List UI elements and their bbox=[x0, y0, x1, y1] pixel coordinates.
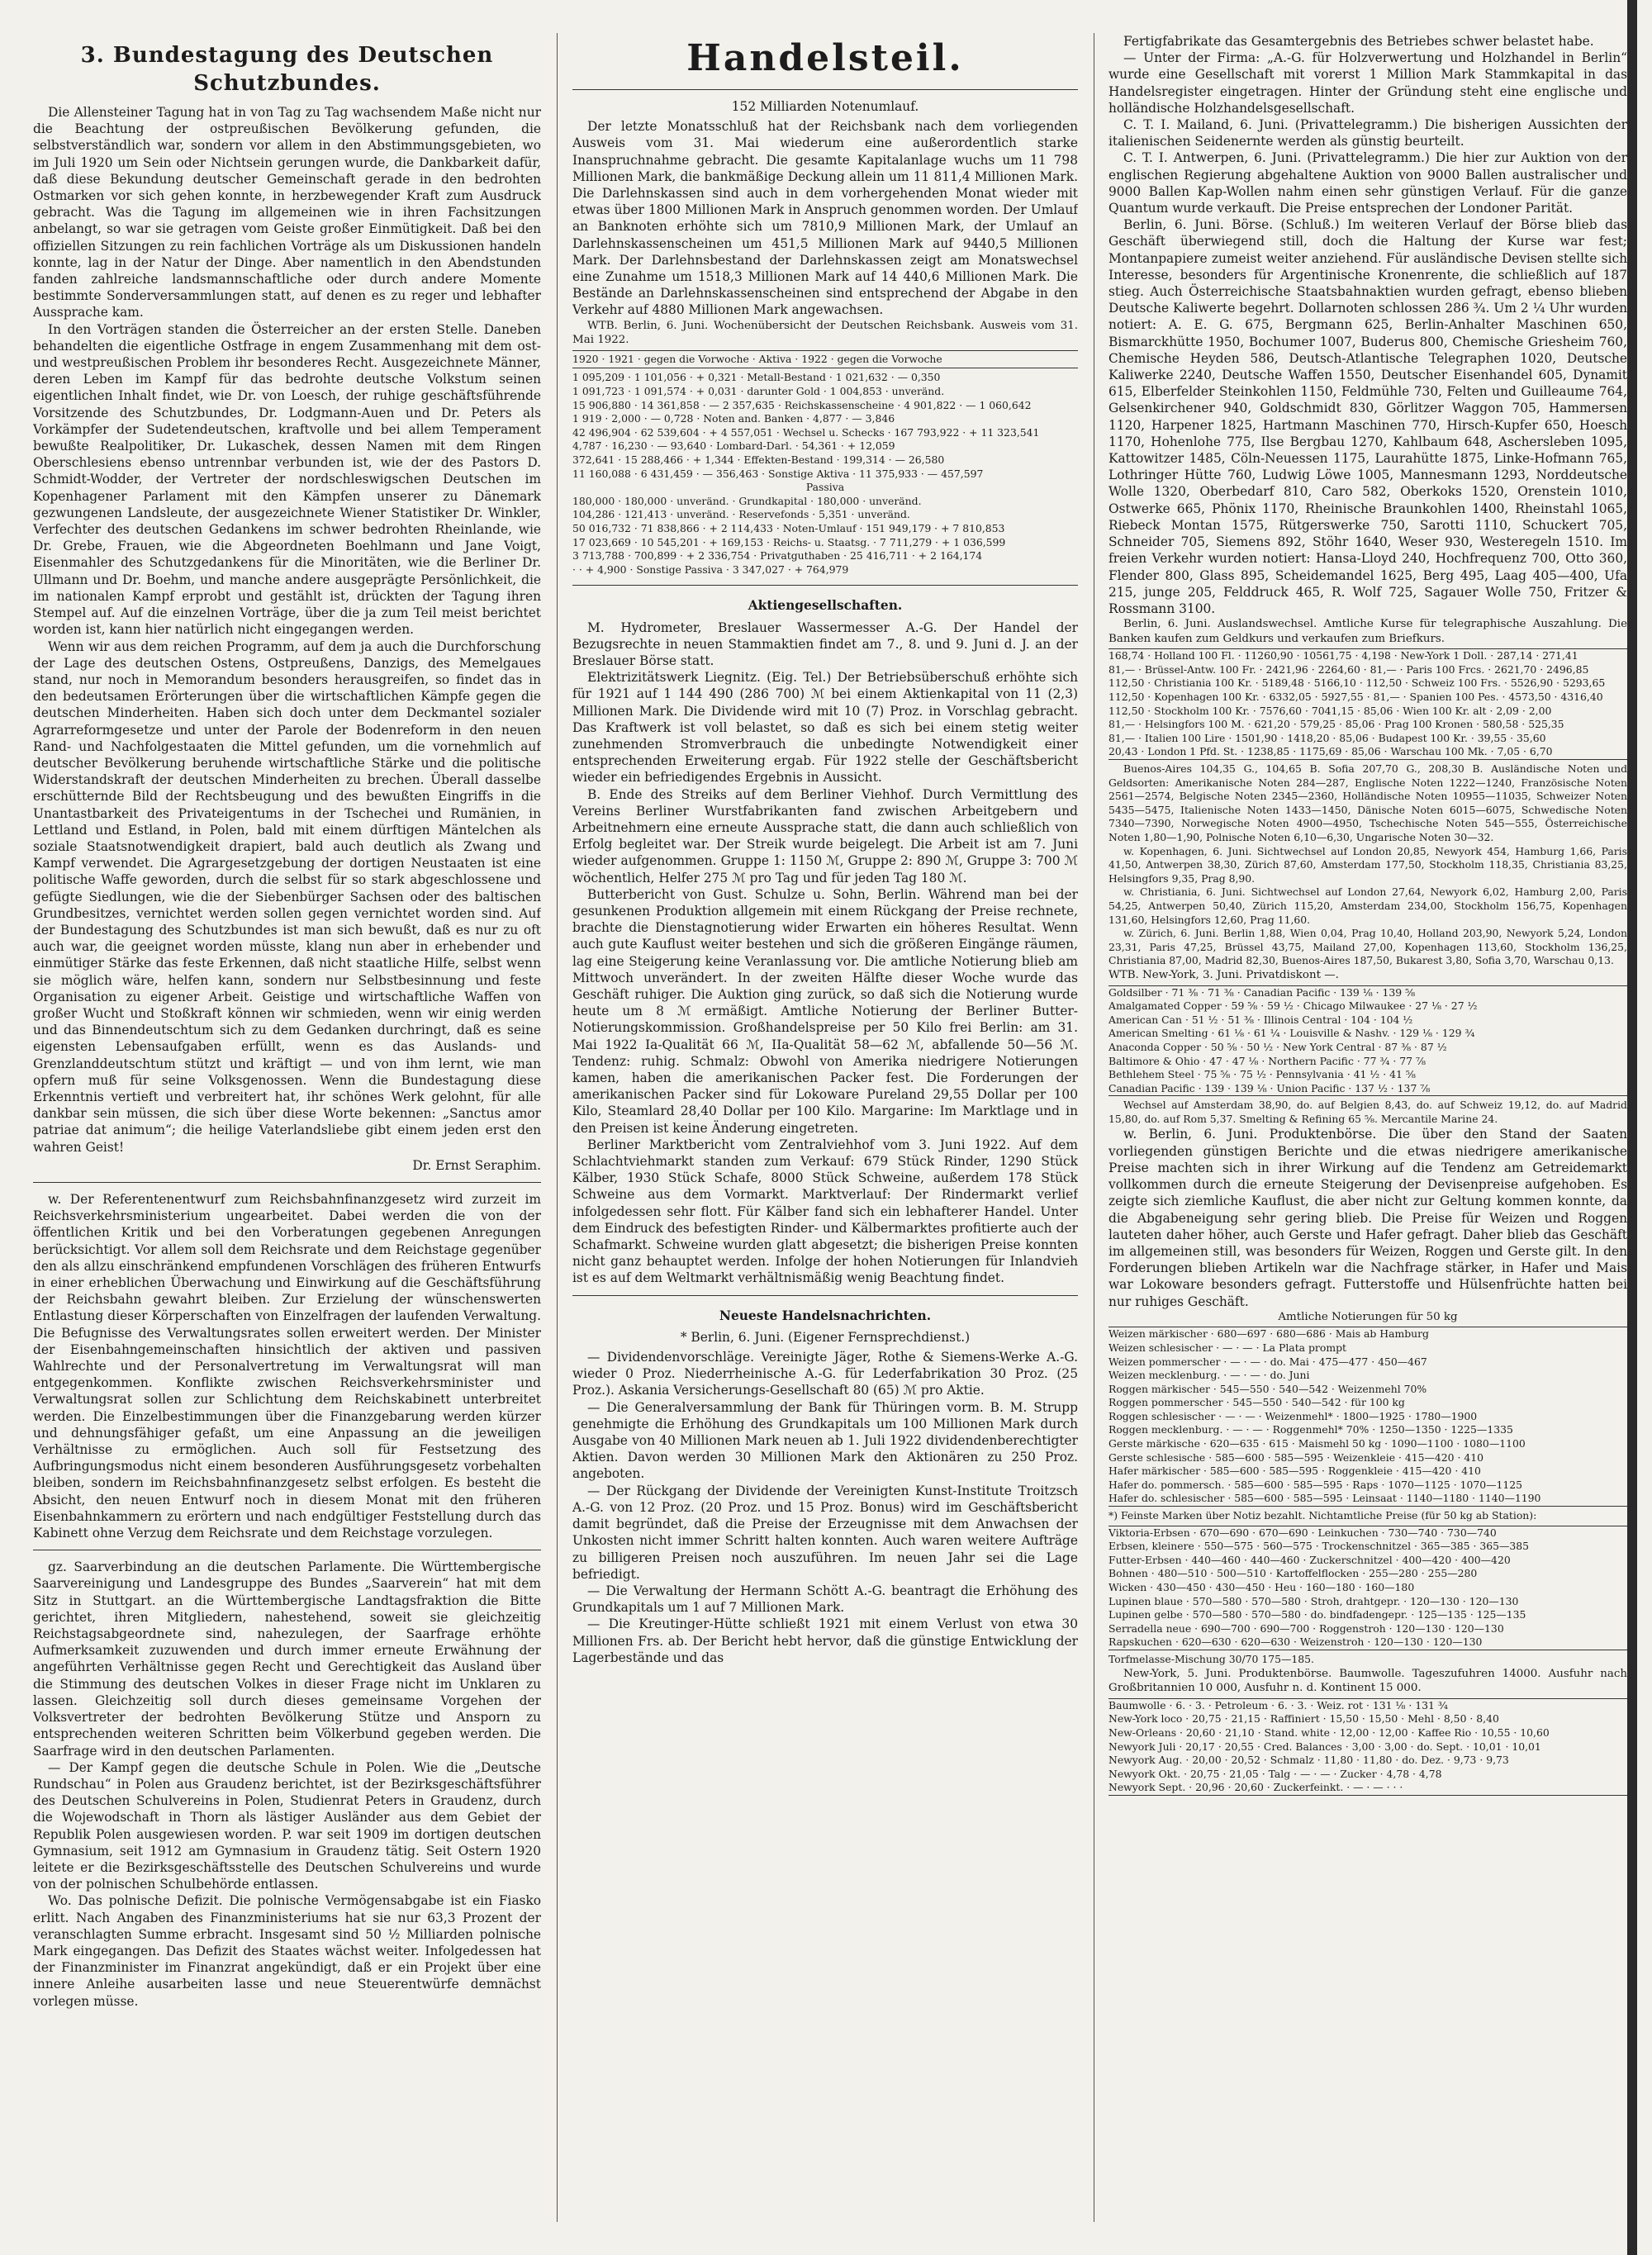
fx-row: 112,50 · Christiania 100 Kr. · 5189,48 · 5166,10 · 112,50 · Schweiz 100 Frs. · 5526,90 · 5293,65 bbox=[1108, 676, 1606, 690]
article-paragraph: w. Kopenhagen, 6. Juni. Sichtwechsel auf London 20,85, Newyork 454, Hamburg 1,66, Paris 41,50, Antwerpen 38,30, Zürich 87,60, Amsterdam 177,50, Stockholm 118,35, Christiania 83,25, Helsingfors 9,35, Prag 8,90. bbox=[1108, 844, 1627, 885]
article-subtitle: 152 Milliarden Notenumlauf. bbox=[731, 99, 919, 114]
ny-stock-table bbox=[1108, 985, 1627, 1097]
statement-row: 11 160,088 · 6 431,459 · — 356,463 · Sonstige Aktiva · 11 375,933 · — 457,597 bbox=[572, 467, 984, 480]
cotton-row: New-York loco · 20,75 · 21,15 · Raffiniert · 15,50 · 15,50 · Mehl · 8,50 · 8,40 bbox=[1108, 1712, 1499, 1726]
statement-header: 1920 · 1921 · gegen die Vorwoche · Aktiva · 1922 · gegen die Vorwoche bbox=[572, 350, 1078, 369]
article-paragraph: — Die Kreutinger-Hütte schließt 1921 mit einem Verlust von etwa 30 Millionen Frs. ab. Der Bericht hebt hervor, daß die günstige Entwicklung der Lagerbestände und das bbox=[572, 1616, 1078, 1665]
statement-row: 4,787 · 16,230 · — 93,640 · Lombard-Darl. · 54,361 · + 12,059 bbox=[572, 439, 895, 453]
article-paragraph: Butterbericht von Gust. Schulze u. Sohn, Berlin. Während man bei der gesunkenen Produktion allgemein mit einem Rückgang der Preise rechnete, brachte die Dienstagnotierung wider Erwarten ein höheres Resultat. Wenn auch gute Kauflust weiter bestehen und sich die größeren Eingänge räumen, lag eine Steigerung keine Veranlassung vor. Die amtliche Notierung blieb am Mittwoch unverändert. In der zweiten Hälfte dieser Woche wurde das Geschäft ruhiger. Die Auktion ging zurück, so daß sich die Notierung wurde heute um 8 ℳ ermäßigt. Amtliche Notierung der Berliner Butter-Notierungskommission. Großhandelspreise per 50 Kilo frei Berlin: am 31. Mai 1922 Ia-Qualität 66 ℳ, IIa-Qualität 58—62 ℳ, abfallende 50—56 ℳ. Tendenz: ruhig. Schmalz: Obwohl von Amerika niedrigere Notierungen kamen, haben die amerikanischen Packer fest. Die Forderungen der amerikanischen Packer sind für Lokoware Pureland 29,55 Dollar per 100 Kilo, Steamlard 28,40 Dollar per 100 Kilo. Margarine: Im Marktlage und in den Preisen ist keine Änderung eingetreten. bbox=[572, 886, 1078, 1136]
section-heading: Neueste Handelsnachrichten. bbox=[719, 1308, 932, 1323]
statement-row: 104,286 · 121,413 · unveränd. · Reservefonds · 5,351 · unveränd. bbox=[572, 508, 910, 521]
fx-row: 81,— · Helsingfors 100 M. · 621,20 · 579,25 · 85,06 · Prag 100 Kronen · 580,58 · 525,35 bbox=[1108, 718, 1564, 731]
pulse-row: Rapskuchen · 620—630 · 620—630 · Weizenstroh · 120—130 · 120—130 bbox=[1108, 1635, 1483, 1649]
ny-row: Canadian Pacific · 139 · 139 ⅛ · Union Pacific · 137 ½ · 137 ⅞ bbox=[1108, 1081, 1431, 1094]
article-paragraph: w. Zürich, 6. Juni. Berlin 1,88, Wien 0,04, Prag 10,40, Holland 203,90, Newyork 5,24, London 23,31, Paris 47,25, Brüssel 43,75, Mailand 27,00, Kopenhagen 113,60, Stockholm 136,25, Christiania 87,00, Madrid 82,30, Buenos-Aires 187,50, Bukarest 3,80, Sofia 3,70, Warschau 0,13. bbox=[1108, 927, 1627, 967]
article-paragraph: w. Berlin, 6. Juni. Produktenbörse. Die über den Stand der Saaten vorliegenden günstigen Berichte und die etwas niedrigere amerikanische Preise machten sich in ihrer Wirkung auf die Tendenz am Getreidemarkt vollkommen durch die erneute Steigerung der Devisenpreise aufgehoben. Es zeigte sich ziemliche Kauflust, die aber nicht zur Geltung kommen konnte, da die Abgabeneigung sehr gering blieb. Die Preise für Weizen und Roggen lauteten daher höher, auch Gerste und Hafer gefragt. Daher blieb das Geschäft im allgemeinen still, was besonders für Weizen, Roggen und Gerste gilt. In den Forderungen blieben Artikeln war die Nachfrage stärker, in Hafer und Mais war Lokoware besonders gefragt. Futterstoffe und Hülsenfrüchte hatten bei nur ruhiges Geschäft. bbox=[1108, 1127, 1627, 1309]
statement-row: 50 016,732 · 71 838,866 · + 2 114,433 · Noten-Umlauf · 151 949,179 · + 7 810,853 bbox=[572, 521, 1005, 534]
column-commerce bbox=[572, 33, 1078, 2222]
fx-row: 81,— · Italien 100 Lire · 1501,90 · 1418,20 · 85,06 · Budapest 100 Kr. · 39,55 · 35,60 bbox=[1108, 731, 1546, 744]
grain-title: Amtliche Notierungen für 50 kg bbox=[1278, 1310, 1458, 1323]
article-paragraph: w. Christiania, 6. Juni. Sichtwechsel auf London 27,64, Newyork 6,02, Hamburg 2,00, Paris 54,25, Antwerpen 50,40, Zürich 115,20, Amsterdam 234,00, Stockholm 156,75, Kopenhagen 131,60, Helsingfors 12,60, Prag 11,60. bbox=[1108, 885, 1627, 926]
grain-row: Hafer do. pommersch. · 585—600 · 585—595 · Raps · 1070—1125 · 1070—1125 bbox=[1108, 1478, 1523, 1491]
grain-tail: Torfmelasse-Mischung 30/70 175—185. bbox=[1108, 1652, 1314, 1665]
ny-row: American Smelting · 61 ⅛ · 61 ¼ · Louisville & Nashv. · 129 ⅛ · 129 ¾ bbox=[1108, 1027, 1475, 1040]
ny-title: WTB. New-York, 3. Juni. Privatdiskont —. bbox=[1108, 968, 1339, 981]
cotton-row: Newyork Aug. · 20,00 · 20,52 · Schmalz · 11,80 · 11,80 · do. Dez. · 9,73 · 9,73 bbox=[1108, 1754, 1509, 1767]
statement-row: · · + 4,900 · Sonstige Passiva · 3 347,027 · + 764,979 bbox=[572, 563, 849, 576]
cotton-table bbox=[1108, 1698, 1627, 1796]
grain-note: *) Feinste Marken über Notiz bezahlt. Nichtamtliche Preise (für 50 kg ab Station): bbox=[1108, 1509, 1537, 1522]
grain-row: Roggen schlesischer · — · — · Weizenmehl* · 1800—1925 · 1780—1900 bbox=[1108, 1409, 1478, 1422]
article-paragraph: — Die Generalversammlung der Bank für Thüringen vorm. B. M. Strupp genehmigte die Erhöhung des Grundkapitals um 100 Millionen Mark durch Ausgabe von 40 Millionen Mark neuen ab 1. Juli 1922 dividendenberechtigter Aktien. Davon werden 30 Millionen Mark den Aktionären zu 250 Proz. angeboten. bbox=[572, 1399, 1078, 1482]
statement-row: 1 091,723 · 1 091,574 · + 0,031 · darunter Gold · 1 004,853 · unveränd. bbox=[572, 385, 945, 398]
cotton-row: Newyork Juli · 20,17 · 20,55 · Cred. Balances · 3,00 · 3,00 · do. Sept. · 10,01 · 10,01 bbox=[1108, 1740, 1541, 1753]
statement-row: 15 906,880 · 14 361,858 · — 2 357,635 · Reichskassenscheine · 4 901,822 · — 1 060,642 bbox=[572, 398, 1032, 411]
statement-row: 372,641 · 15 288,466 · + 1,344 · Effekten-Bestand · 199,314 · — 26,580 bbox=[572, 453, 945, 466]
grain-row: Hafer do. schlesischer · 585—600 · 585—595 · Leinsaat · 1140—1180 · 1140—1190 bbox=[1108, 1492, 1541, 1505]
grain-row: Weizen schlesischer · — · — · La Plata prompt bbox=[1108, 1341, 1346, 1354]
dateline: * Berlin, 6. Juni. (Eigener Fernsprechdienst.) bbox=[680, 1329, 971, 1345]
grain-table bbox=[1108, 1327, 1627, 1507]
fx-notes: Buenos-Aires 104,35 G., 104,65 B. Sofia 207,70 G., 208,30 B. Ausländische Noten und Geldsorten: Amerikanische Noten 284—287, Englische Noten 1222—1240, Französische Noten 2561—2574, Belgische Noten 2345—2360, Holländische Noten 10955—11035, Schweizer Noten 5435—5475, Italienische Noten 1433—1450, Dänische Noten 6015—6075, Schwedische Noten 7340—7390, Norwegische Noten 4900—4950, Tschechische Noten 545—555, Österreichische Noten 1,80—1,90, Polnische Noten 6,10—6,30, Ungarische Noten 30—32. bbox=[1108, 762, 1627, 844]
article-paragraph: M. Hydrometer, Breslauer Wassermesser A.-G. Der Handel der Bezugsrechte in neuen Stammaktien findet am 7., 8. und 9. Juni d. J. an der Breslauer Börse statt. bbox=[572, 620, 1078, 668]
fx-table bbox=[1108, 648, 1627, 760]
pulse-table bbox=[1108, 1526, 1627, 1650]
fx-row: 20,43 · London 1 Pfd. St. · 1238,85 · 1175,69 · 85,06 · Warschau 100 Mk. · 7,05 · 6,70 bbox=[1108, 745, 1553, 758]
section-heading: Aktiengesellschaften. bbox=[748, 598, 903, 614]
statement-title: WTB. Berlin, 6. Juni. Wochenübersicht der Deutschen Reichsbank. Ausweis vom 31. Mai 1922. bbox=[572, 319, 1078, 347]
newspaper-page bbox=[33, 33, 1627, 2222]
divider bbox=[572, 89, 1078, 90]
grain-row: Roggen mecklenburg. · — · — · Roggenmehl* 70% · 1250—1350 · 1225—1335 bbox=[1108, 1423, 1513, 1436]
divider bbox=[572, 1295, 1078, 1296]
ny-row: Anaconda Copper · 50 ⅝ · 50 ½ · New York Central · 87 ⅜ · 87 ½ bbox=[1108, 1040, 1447, 1053]
ny-row: Baltimore & Ohio · 47 · 47 ⅛ · Northern Pacific · 77 ¾ · 77 ⅞ bbox=[1108, 1054, 1426, 1067]
fx-row: 112,50 · Kopenhagen 100 Kr. · 6332,05 · 5927,55 · 81,— · Spanien 100 Pes. · 4573,50 · 4316,40 bbox=[1108, 691, 1603, 704]
article-paragraph: Wenn wir aus dem reichen Programm, auf dem ja auch die Durchforschung der Lage des deutschen Ostens, Ostpreußens, Danzigs, des Memelgaues stand, nur noch in Memorandum besonders herausgreifen, so findet das in den bedeutsamen Erörterungen über die wirtschaftlichen Kämpfe gegen die deutschen Minderheiten. Haben sich doch unter dem Deckmantel sozialer Agrarreformgesetze und unter der Parole der Bodenreform in den neuen Rand- und Nachfolgestaaten die Mittel gefunden, um die vornehmlich auf deutscher Bevölkerung beruhende wirtschaftliche Stärke und die politische Widerstandskraft der deutschen Minderheiten zu brechen. Überall dasselbe erschütternde Bild der Rechtsbeugung und des bewußten Eingriffs in die Unantastbarkeit des Privateigentums in der Tschechei und Rumänien, in Lettland und Estland, in Polen, bald mit einem dürftigen Mäntelchen als soziale Staatsnotwendigkeit drapiert, bald auch deutlich als Zwang und Kampf verwendet. Die Agrargesetzgebung der dortigen Neustaaten ist eine politische Waffe geworden, durch die selbst für so stark abgeschlossene und gefügte Siedlungen, wie die der Siebenbürger Sachsen oder des baltischen Grundbesitzes, vernichtet werden sollen gegen vernichtet worden sind. Auf der Bundestagung des Schutzbundes ist man sich bewußt, daß es nur zu oft auch war, die geeignet worden müsste, klang nun aber in erhebender und einmütiger Stärke das feste Erkennen, daß nicht staatliche Hilfe, selbst wenn sie möglich wäre, helfen kann, sondern nur Selbstbesinnung und feste Organisation zu eigener Arbeit. Geistige und wirtschaftliche Waffen von großer Wucht und Stoßkraft können wir schmieden, wenn wir einig werden und das Binnendeutschtum sich zu dem Gedanken durchringt, daß es seine eigensten Lebensaufgaben erfüllt, wenn es das Auslands- und Grenzlanddeutschtum stützt und kräftigt — und von ihm lernt, wie man opfern muß für seine Volksgenossen. Wenn die Bundestagung diese Erkenntnis vertieft und verbreitert hat, ihr schönes Werk gelohnt, für alle dankbar sein müssen, die sich über diese Worte bekennen: „Sanctus amor patriae dat animum“; die heilige Vaterlandsliebe gibt einem jeden erst den wahren Geist! bbox=[33, 639, 541, 1155]
fx-row: 168,74 · Holland 100 Fl. · 11260,90 · 10561,75 · 4,198 · New-York 1 Doll. · 287,14 · 271,41 bbox=[1108, 649, 1578, 662]
column-rule bbox=[557, 33, 558, 2222]
article-paragraph: Wo. Das polnische Defizit. Die polnische Vermögensabgabe ist ein Fiasko erlitt. Nach Angaben des Finanzministeriums hat sie nur 63,3 Prozent der veranschlagten Summe erbracht. Insgesamt sind 50 ½ Milliarden polnische Mark eingegangen. Das Defizit des Staates wächst weiter. Infolgedessen hat der Finanzminister im Finanzrat angekündigt, daß er ein Projekt über eine innere Anleihe ausarbeiten lasse und neue Steuerentwürfe demnächst vorlegen müsse. bbox=[33, 1893, 541, 2009]
cotton-row: Newyork Sept. · 20,96 · 20,60 · Zuckerfeinkt. · — · — · · · bbox=[1108, 1781, 1403, 1794]
article-paragraph: Fertigfabrikate das Gesamtergebnis des Betriebes schwer belastet habe. bbox=[1123, 34, 1594, 49]
article-paragraph: — Die Verwaltung der Hermann Schött A.-G. beantragt die Erhöhung des Grundkapitals um 1 auf 7 Millionen Mark. bbox=[572, 1583, 1078, 1616]
statement-row: 1 919 · 2,000 · — 0,728 · Noten and. Banken · 4,877 · — 3,846 bbox=[572, 412, 895, 425]
statement-row: 3 713,788 · 700,899 · + 2 336,754 · Privatguthaben · 25 416,711 · + 2 164,174 bbox=[572, 549, 983, 563]
grain-row: Weizen pommerscher · — · — · do. Mai · 475—477 · 450—467 bbox=[1108, 1355, 1427, 1368]
article-paragraph: In den Vorträgen standen die Österreicher an der ersten Stelle. Daneben behandelten die eigentliche Ostfrage in engem Zusammenhang mit dem ost- und westpreußischen Problem ihr besonderes Recht. Ausgezeichnete Männer, deren Leben im Kampf für das bedrohte deutsche Volkstum seinen eigentlichen Inhalt findet, wie Dr. von Loesch, der ruhige geschäftsführende Vorsitzende des Schutzbundes, Dr. Lodgmann-Auen und Dr. Peters als Vorkämpfer der Sudetendeutschen, kraftvolle und bei allem Temperament bewußte Realpolitiker, Dr. Lukaschek, dessen Namen mit dem Ringen Oberschlesiens ebenso untrennbar verbunden ist, wie der des Pastors D. Schmidt-Wodder, der Vertreter der nordschleswigschen Deutschen im Kopenhagener Parlament mit den Kämpfen unserer zu Dänemark gezwungenen Landsleute, der ausgezeichnete Wiener Statistiker Dr. Winkler, Verfechter des deutschen Gedankens im schwer bedrohten Rheinlande, wie Dr. Grebe, Frauen, wie die Abgeordneten Boehlmann und Jane Voigt, Eisenmahler des Schutzgedankens für die Minoritäten, wie die Berliner Dr. Ullmann und Dr. Boehm, und manche andere ausgeprägte Persönlichkeit, die im nationalen Kampf erprobt und gestählt ist, drückten der Tagung ihren Stempel auf. Auf die einzelnen Vorträge, über die ja zum Teil meist berichtet worden ist, kann hier natürlich nicht eingegangen werden. bbox=[33, 321, 541, 638]
pulse-row: Futter-Erbsen · 440—460 · 440—460 · Zuckerschnitzel · 400—420 · 400—420 bbox=[1108, 1553, 1511, 1566]
cotton-row: Baumwolle · 6. · 3. · Petroleum · 6. · 3. · Weiz. rot · 131 ⅛ · 131 ¾ bbox=[1108, 1698, 1448, 1711]
grain-row: Weizen märkischer · 680—697 · 680—686 · Mais ab Hamburg bbox=[1108, 1327, 1429, 1341]
statement-row: Passiva bbox=[805, 481, 845, 494]
statement-row: 42 496,904 · 62 539,604 · + 4 557,051 · Wechsel u. Schecks · 167 793,922 · + 11 323,541 bbox=[572, 425, 1040, 439]
article-paragraph: Elektrizitätswerk Liegnitz. (Eig. Tel.) Der Betriebsüberschuß erhöhte sich für 1921 auf 1 144 490 (286 700) ℳ bei einem Aktienkapital von 11 (2,3) Millionen Mark. Die Dividende wird mit 10 (7) Proz. in Vorschlag gebracht. Das Kraftwerk ist voll belastet, so daß es sich bei einem stetig weiter zunehmenden Stromverbrauch die unbedingte Notwendigkeit einer entsprechenden Erweiterung ergab. Für 1922 stelle der Geschäftsbericht wieder ein befriedigendes Ergebnis in Aussicht. bbox=[572, 670, 1078, 786]
article-headline: 3. Bundestagung des Deutschen Schutzbundes. bbox=[80, 43, 494, 96]
cotton-title: New-York, 5. Juni. Produktenbörse. Baumwolle. Tageszufuhren 14000. Ausfuhr nach Großbritannien 10 000, Ausfuhr n. d. Kontinent 15 000. bbox=[1108, 1667, 1627, 1695]
article-paragraph: — Unter der Firma: „A.-G. für Holzverwertung und Holzhandel in Berlin“ wurde eine Gesellschaft mit vorerst 1 Million Mark Stammkapital in das Handelsregister eingetragen. Hinter der Gründung steht eine englische und holländische Holzhandelsgesellschaft. bbox=[1108, 50, 1627, 116]
article-paragraph: Berliner Marktbericht vom Zentralviehhof vom 3. Juni 1922. Auf dem Schlachtviehmarkt standen zum Verkauf: 679 Stück Rinder, 1290 Stück Kälber, 1930 Stück Schafe, 8000 Stück Schweine, außerdem 178 Stück Schweine aus dem Vormarkt. Marktverlauf: Der Rindermarkt verlief infolgedessen sehr flott. Für Kälber fand sich ein lebhafterer Handel. Unter dem Eindruck des befestigten Rinder- und Kälbermarktes profitierte auch der Schafmarkt. Schweine wurden glatt abgesetzt; die bisherigen Preise konnten nicht ganz behauptet werden. Infolge der hohen Notierungen für Inlandvieh ist es auf dem Weltmarkt verhältnismäßig wenig Beachtung findet. bbox=[572, 1137, 1078, 1286]
ny-row: Amalgamated Copper · 59 ⅝ · 59 ½ · Chicago Milwaukee · 27 ⅛ · 27 ½ bbox=[1108, 999, 1478, 1013]
article-paragraph: Die Allensteiner Tagung hat in von Tag zu Tag wachsendem Maße nicht nur die Beachtung der ostpreußischen Bevölkerung gefunden, die selbstverständlich war, sondern vor allem in den Abstimmungsgebieten, wo im Juli 1920 um Sein oder Nichtsein gerungen wurde, die Dankbarkeit dafür, daß diese Bekundung deutscher Gemeinschaft gerade in den bedrohten Ostmarken vor sich gehen konnte, in herzbewegender Kraft zum Ausdruck gebracht. Was die Tagung im allgemeinen wie in ihren Fachsitzungen anbelangt, so war sie getragen vom Geiste großer Einmütigkeit. Daß bei den offiziellen Sitzungen zu rein fachlichen Vorträge als um Diskussionen handeln konnte, lag in der Natur der Dinge. Aber namentlich in den Abendstunden fanden zahlreiche landsmannschaftliche oder durch andere Momente bestimmte Sonderversammlungen statt, auf denen es zu reger und lebhafter Aussprache kam. bbox=[33, 105, 541, 320]
grain-row: Gerste schlesische · 585—600 · 585—595 · Weizenkleie · 415—420 · 410 bbox=[1108, 1450, 1484, 1464]
ny-row: Bethlehem Steel · 75 ⅝ · 75 ½ · Pennsylvania · 41 ½ · 41 ⅝ bbox=[1108, 1068, 1416, 1081]
pulse-row: Erbsen, kleinere · 550—575 · 560—575 · Trockenschnitzel · 365—385 · 365—385 bbox=[1108, 1540, 1530, 1553]
grain-row: Weizen mecklenburg. · — · — · do. Juni bbox=[1108, 1369, 1310, 1382]
grain-row: Roggen märkischer · 545—550 · 540—542 · Weizenmehl 70% bbox=[1108, 1382, 1427, 1395]
ny-notes: Wechsel auf Amsterdam 38,90, do. auf Belgien 8,43, do. auf Schweiz 19,12, do. auf Madrid 15,80, do. auf Rom 5,37. Smelting & Refining 65 ⅝. Mercantile Marine 24. bbox=[1108, 1099, 1627, 1125]
fx-row: 112,50 · Stockholm 100 Kr. · 7576,60 · 7041,15 · 85,06 · Wien 100 Kr. alt · 2,09 · 2,00 bbox=[1108, 704, 1552, 717]
statement-table bbox=[572, 371, 1078, 577]
pulse-row: Serradella neue · 690—700 · 690—700 · Roggenstroh · 120—130 · 120—130 bbox=[1108, 1621, 1504, 1635]
author-signature: Dr. Ernst Seraphim. bbox=[412, 1157, 541, 1173]
article-paragraph: — Der Kampf gegen die deutsche Schule in Polen. Wie die „Deutsche Rundschau“ in Polen aus Graudenz berichtet, ist der Bezirksgeschäftsführer des Deutschen Schulvereins in Polen, Studienrat Peters in Graudenz, durch die Wojewodschaft in Thorn als lästiger Ausländer aus dem Gebiet der Republik Polen ausgewiesen worden. P. war seit 1909 im dortigen deutschen Gymnasium, seit 1912 am Gymnasium in Graudenz tätig. Seit Ostern 1920 leitete er die Bezirksgeschäftsstelle des Deutschen Schulvereins und wurde von der polnischen Schulbehörde entlassen. bbox=[33, 1759, 541, 1892]
article-paragraph: gz. Saarverbindung an die deutschen Parlamente. Die Württembergische Saarvereinigung und Landesgruppe des Bundes „Saarverein“ hat mit dem Sitz in Stuttgart. an die Württembergische Landtagsfraktion die Bitte gerichtet, ihren Mitgliedern, nahestehend, soweit sie gleichzeitig Reichstagsabgeordnete sind, nahezulegen, der Saarfrage erhöhte Aufmerksamkeit zuzuwenden und durch immer erneute Erwähnung der angeführten Verhältnisse gegen Recht und Gerechtigkeit das Ausland über die Stimmung des deutschen Volkes in dieser Frage nicht im Unklaren zu lassen. Gleichzeitig soll durch dieses gemeinsame Vorgehen der Volksvertreter der bedrohten Bevölkerung Stütze und Ansporn zu entsprechenden weiteren Schritten beim Völkerbund gegeben werden. Die Saarfrage wird in den deutschen Parlamenten. bbox=[33, 1560, 541, 1759]
pulse-row: Viktoria-Erbsen · 670—690 · 670—690 · Leinkuchen · 730—740 · 730—740 bbox=[1108, 1526, 1497, 1539]
statement-row: 1 095,209 · 1 101,056 · + 0,321 · Metall-Bestand · 1 021,632 · — 0,350 bbox=[572, 371, 941, 384]
article-paragraph: C. T. I. Antwerpen, 6. Juni. (Privattelegramm.) Die hier zur Auktion von der englischen Regierung abgehaltene Auktion von 9000 Ballen australischer und 9000 Ballen Kap-Wollen nahm einen sehr günstigen Verlauf. Für die ganze Quantum wurde verkauft. Die Preise entsprechen der Londoner Parität. bbox=[1108, 150, 1627, 216]
ny-row: American Can · 51 ½ · 51 ⅜ · Illinois Central · 104 · 104 ½ bbox=[1108, 1013, 1413, 1026]
column-politics bbox=[33, 33, 541, 2222]
article-paragraph: — Der Rückgang der Dividende der Vereinigten Kunst-Institute Troitzsch A.-G. von 12 Proz. (20 Proz. und 15 Proz. Bonus) wird im Geschäftsbericht damit begründet, daß die Preise der Erzeugnisse mit dem Anwachsen der Unkosten nicht immer Schritt halten konnten. Auch waren weitere Aufträge zu billigeren Preisen noch auszuführen. Im neuen Jahr sei die Lage befriedigt. bbox=[572, 1483, 1078, 1582]
grain-row: Hafer märkischer · 585—600 · 585—595 · Roggenkleie · 415—420 · 410 bbox=[1108, 1465, 1481, 1478]
article-paragraph: Berlin, 6. Juni. Börse. (Schluß.) Im weiteren Verlauf der Börse blieb das Geschäft überwiegend still, doch die Haltung der Kurse war fest; Montanpapiere zumeist weiter anziehend. Für ausländische Devisen stellte sich Interesse, besonders für Argentinische Kronenrente, die schließlich auf 187 stieg. Auch Österreichische Staatsbahnaktien wurden gefragt, ebenso blieben Deutsche Kaliwerte begehrt. Dollarnoten schlossen 286 ¾. Um 2 ¼ Uhr wurden notiert: A. E. G. 675, Bergmann 625, Berlin-Anhalter Maschinen 650, Bismarckhütte 1950, Bochumer 1007, Buderus 800, Chemische Griesheim 760, Chemische Heyden 586, Deutsch-Atlantische Telegraphen 1020, Deutsche Kaliwerke 2240, Deutsche Waffen 1550, Deutscher Eisenhandel 605, Dynamit 615, Elberfelder Steinkohlen 1150, Feldmühle 730, Felten und Guilleaume 764, Gelsenkirchener 940, Goldschmidt 830, Görlitzer Waggon 705, Hammersen 1120, Harpener 1825, Hartmann Maschinen 770, Hirsch-Kupfer 650, Hoesch 1170, Hohenlohe 775, Ilse Bergbau 1270, Kahlbaum 648, Aschersleben 1095, Kattowitzer 1485, Cöln-Neuessen 1175, Laurahütte 1875, Linke-Hofmann 765, Lothringer Hütte 760, Ludwig Löwe 1005, Mannesmann 1293, Norddeutsche Wolle 1320, Oberbedarf 810, Caro 582, Oberkoks 1520, Orenstein 1010, Ostwerke 665, Phönix 1170, Rheinische Braunkohlen 1400, Rheinstahl 1065, Riebeck Montan 1575, Rütgerswerke 750, Sarotti 1110, Schuckert 705, Schneider 705, Siemens 892, Stöhr 1640, Weser 930, Westeregeln 1510. Im freien Verkehr wurden notiert: Hansa-Lloyd 240, Hochfrequenz 700, Otto 360, Flender 800, Glass 895, Scheidemandel 1625, Berg 495, Laag 405—400, Ufa 215, junge 205, Felddruck 465, R. Wolf 725, Sagauer Wolle 750, Fritzer & Rossmann 3100. bbox=[1108, 217, 1627, 616]
statement-row: 180,000 · 180,000 · unveränd. · Grundkapital · 180,000 · unveränd. bbox=[572, 494, 922, 507]
article-paragraph: Der letzte Monatsschluß hat der Reichsbank nach dem vorliegenden Ausweis vom 31. Mai wiederum eine außerordentlich starke Inanspruchnahme gebracht. Die gesamte Kapitalanlage wuchs um 11 798 Millionen Mark, die bankmäßige Deckung allein um 11 811,4 Millionen Mark. Die Darlehnskassen sind auch in dem vorhergehenden Monat wieder mit etwas über 1800 Millionen Mark in Anspruch genommen worden. Der Umlauf an Banknoten erhöhte sich um 7810,9 Millionen Mark, der Umlauf an Darlehnskassenscheinen um 451,5 Millionen Mark auf 9440,5 Millionen Mark. Der Darlehnsbestand der Darlehnskassen zeigt am Monatswechsel eine Zunahme um 1518,3 Millionen Mark auf 14 440,6 Millionen Mark. Die Bestände an Darlehnskassenscheinen sind entsprechend der Abgabe in den Verkehr auf 4880 Millionen Mark angewachsen. bbox=[572, 119, 1078, 318]
fx-row: 81,— · Brüssel-Antw. 100 Fr. · 2421,96 · 2264,60 · 81,— · Paris 100 Frcs. · 2621,70 · 2496,85 bbox=[1108, 662, 1589, 676]
fx-title: Berlin, 6. Juni. Auslandswechsel. Amtliche Kurse für telegraphische Auszahlung. Die Banken kaufen zum Geldkurs und verkaufen zum Briefkurs. bbox=[1108, 618, 1627, 645]
pulse-row: Lupinen blaue · 570—580 · 570—580 · Stroh, drahtgepr. · 120—130 · 120—130 bbox=[1108, 1594, 1519, 1607]
article-paragraph: — Dividendenvorschläge. Vereinigte Jäger, Rothe & Siemens-Werke A.-G. wieder 0 Proz. Niederrheinische A.-G. für Lederfabrikation 30 Proz. (25 Proz.). Askania Versicherungs-Gesellschaft 80 (65) ℳ pro Aktie. bbox=[572, 1350, 1078, 1398]
statement-row: 17 023,669 · 10 545,201 · + 169,153 · Reichs- u. Staatsg. · 7 711,279 · + 1 036,599 bbox=[572, 535, 1006, 548]
column-markets bbox=[1108, 33, 1627, 2222]
article-paragraph: B. Ende des Streiks auf dem Berliner Viehhof. Durch Vermittlung des Vereins Berliner Wurstfabrikanten fand zwischen Arbeitgebern und Arbeitnehmern eine erneute Aussprache statt, die dann auch schließlich von Erfolg begleitet war. Der Streik wurde beigelegt. Die Arbeit ist am 7. Juni wieder aufgenommen. Gruppe 1: 1150 ℳ, Gruppe 2: 890 ℳ, Gruppe 3: 700 ℳ wöchentlich, Helfer 275 ℳ pro Tag und für jeden Tag 180 ℳ. bbox=[572, 786, 1078, 885]
divider bbox=[33, 1182, 541, 1183]
cotton-row: Newyork Okt. · 20,75 · 21,05 · Talg · — · — · Zucker · 4,78 · 4,78 bbox=[1108, 1767, 1442, 1780]
article-paragraph: w. Der Referentenentwurf zum Reichsbahnfinanzgesetz wird zurzeit im Reichsverkehrsministerium ungearbeitet. Dabei werden die von der öffentlichen Kritik und bei den Vorberatungen gegebenen Anregungen berücksichtigt. Vor allem soll dem Reichsrate und dem Reichstage gegenüber den als allzu einschränkend empfundenen Vorschlägen des früheren Entwurfs in einer erheblichen Überwachung und Einwirkung auf die Geschäftsführung der Reichsbahn gewahrt bleiben. Zur Erzielung der wünschenswerten Entlastung dieser Körperschaften von Einzelfragen der laufenden Verwaltung. Die Befugnisse des Verwaltungsrates sollen erweitert werden. Der Minister der Eisenbahngemeinschaften hinsichtlich der aktiven und passiven Wahlrechte und der Personalvertretung im Verwaltungsrat will man entgegenkommen. Konflikte zwischen Reichsverkehrsminister und Verwaltungsrat sollen zur Schlichtung dem Reichskabinett unterbreitet werden. Die Einzelbestimmungen über die Finanzgebarung werden kürzer und dehnungsfähiger gefaßt, um eine Anpassung an die jeweiligen Verhältnisse zu ermöglichen. Auch soll für Festsetzung des Aufbringungsmodus nicht einem besonderen Ausführungsgesetz vorbehalten bleiben, sondern im Reichsbahnfinanzgesetz selbst erfolgen. Es besteht die Absicht, den neuen Entwurf noch in diesem Monat mit den früheren Eisenbahnkammern zu erörtern und nach endgültiger Feststellung durch das Kabinett ohne Verzug dem Reichsrate und dem Reichstage vorzulegen. bbox=[33, 1192, 541, 1541]
ny-row: Goldsilber · 71 ⅜ · 71 ⅜ · Canadian Pacific · 139 ⅛ · 139 ⅝ bbox=[1108, 985, 1416, 999]
grain-row: Gerste märkische · 620—635 · 615 · Maismehl 50 kg · 1090—1100 · 1080—1100 bbox=[1108, 1437, 1526, 1450]
pulse-row: Lupinen gelbe · 570—580 · 570—580 · do. bindfadengepr. · 125—135 · 125—135 bbox=[1108, 1608, 1526, 1621]
cotton-row: New-Orleans · 20,60 · 21,10 · Stand. white · 12,00 · 12,00 · Kaffee Rio · 10,55 · 10,60 bbox=[1108, 1726, 1550, 1739]
pulse-row: Bohnen · 480—510 · 500—510 · Kartoffelflocken · 255—280 · 255—280 bbox=[1108, 1567, 1478, 1580]
article-paragraph: C. T. I. Mailand, 6. Juni. (Privattelegramm.) Die bisherigen Aussichten der italienischen Seidenernte werden als günstig beurteilt. bbox=[1108, 117, 1627, 150]
section-masthead: Handelsteil. bbox=[686, 37, 964, 79]
divider bbox=[572, 585, 1078, 586]
grain-row: Roggen pommerscher · 545—550 · 540—542 · für 100 kg bbox=[1108, 1396, 1405, 1409]
scan-edge bbox=[1627, 0, 1637, 2255]
pulse-row: Wicken · 430—450 · 430—450 · Heu · 160—180 · 160—180 bbox=[1108, 1581, 1415, 1593]
